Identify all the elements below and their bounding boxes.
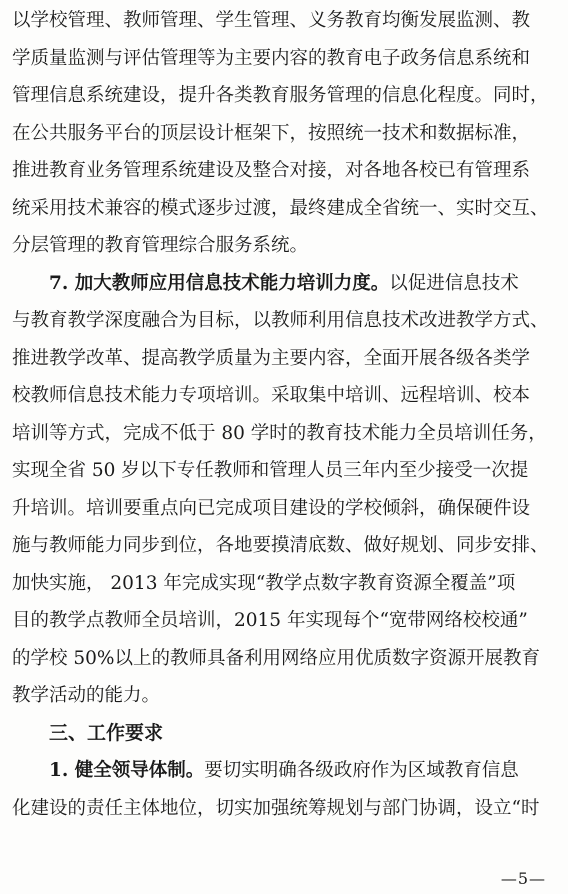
paragraph-line: 推进教育业务管理系统建设及整合对接，对各地各校已有管理系 xyxy=(12,160,531,181)
item-7-title: 7. 加大教师应用信息技术能力培训力度。 xyxy=(49,272,390,294)
item-1-title: 1. 健全领导体制。 xyxy=(49,760,205,781)
section-heading: 三、工作要求 xyxy=(49,721,164,744)
paragraph-line: 与教育教学深度融合为目标，以教师利用信息技术改进教学方式、 xyxy=(12,310,549,331)
page-number: —5— xyxy=(500,869,546,888)
paragraph-line: 统采用技术兼容的模式逐步过渡，最终建成全省统一、实时交互、 xyxy=(12,197,549,219)
paragraph-line: 在公共服务平台的顶层设计框架下，按照统一技术和数据标准， xyxy=(12,122,531,144)
paragraph-line: 化建设的责任主体地位，切实加强统筹规划与部门协调，设立“时 xyxy=(12,797,540,819)
paragraph-line: 升培训。培训要重点向已完成项目建设的学校倾斜，确保硬件设 xyxy=(12,497,531,519)
item-7-text: 以促进信息技术 xyxy=(389,272,519,294)
paragraph-line: 教学活动的能力。 xyxy=(12,685,161,706)
document-body xyxy=(12,2,562,827)
paragraph-line: 的学校 50%以上的教师具备利用网络应用优质数字资源开展教育 xyxy=(12,647,541,669)
item-1-text: 要切实明确各级政府作为区域教育信息 xyxy=(204,760,519,781)
paragraph-line: 推进教学改革、提高教学质量为主要内容，全面开展各级各类学 xyxy=(12,347,531,369)
paragraph-line: 学质量监测与评估管理等为主要内容的教育电子政务信息系统和 xyxy=(12,47,531,69)
item-1-first-line xyxy=(12,752,562,790)
paragraph-line: 施与教师能力同步到位，各地要摸清底数、做好规划、同步安排、 xyxy=(12,535,549,556)
paragraph-line: 培训等方式，完成不低于 80 学时的教育技术能力全员培训任务， xyxy=(12,422,547,444)
paragraph-line: 实现全省 50 岁以下专任教师和管理人员三年内至少接受一次提 xyxy=(12,460,529,481)
paragraph-line: 加快实施， 2013 年完成实现“教学点数字教育资源全覆盖”项 xyxy=(12,572,516,594)
paragraph-line: 以学校管理、教师管理、学生管理、义务教育均衡发展监测、教 xyxy=(12,10,531,31)
paragraph-line: 校教师信息技术能力专项培训。采取集中培训、远程培训、校本 xyxy=(12,385,531,406)
paragraph-line: 管理信息系统建设，提升各类教育服务管理的信息化程度。同时， xyxy=(12,85,549,106)
paragraph-line: 目的教学点教师全员培训，2015 年实现每个“宽带网络校校通” xyxy=(12,610,528,631)
item-7-first-line xyxy=(12,265,562,303)
paragraph-line: 分层管理的教育管理综合服务系统。 xyxy=(12,235,309,256)
